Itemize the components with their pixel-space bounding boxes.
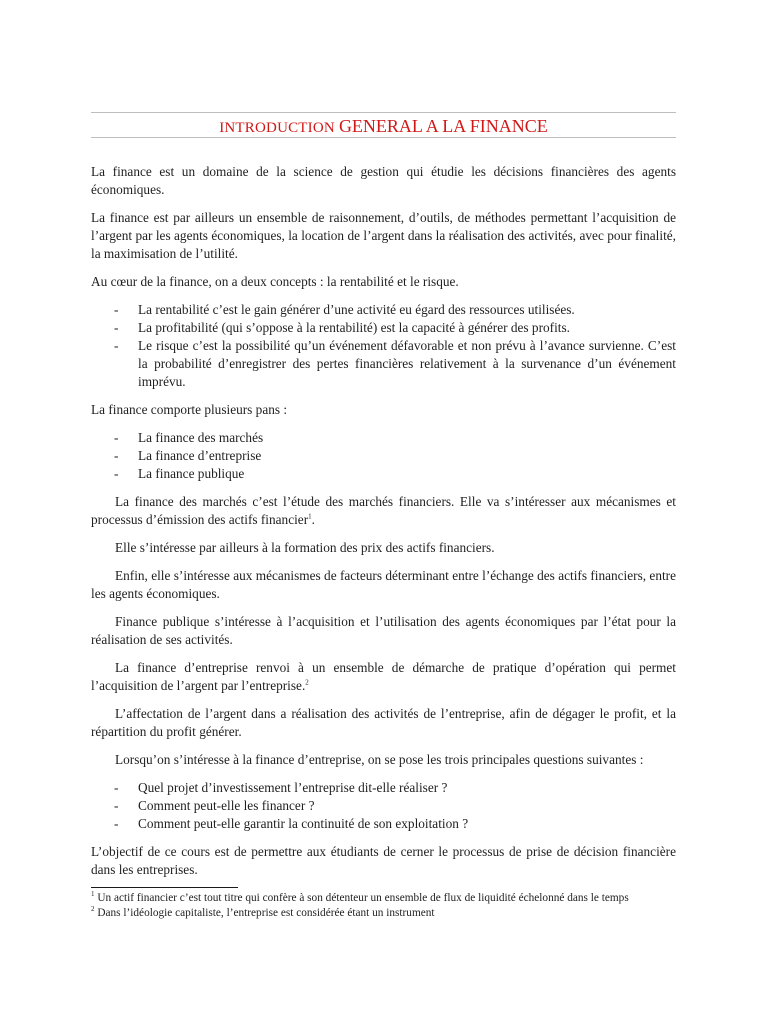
paragraph-definition: La finance est un domaine de la science de gestion qui étudie les décisions financières des agents économiques. bbox=[91, 164, 676, 197]
paragraph-finance-entreprise bbox=[91, 659, 676, 695]
list-item-text: La rentabilité c’est le gain générer d’une activité eu égard des ressources utilisées. bbox=[138, 302, 575, 317]
paragraph-pans-intro: La finance comporte plusieurs pans : bbox=[91, 402, 288, 417]
dash-bullet: - bbox=[114, 302, 119, 317]
list-item-text: La finance des marchés bbox=[138, 430, 264, 445]
paragraph-concepts-intro: Au cœur de la finance, on a deux concepts : la rentabilité et le risque. bbox=[91, 274, 459, 289]
document-body bbox=[91, 163, 676, 889]
pans-list bbox=[91, 429, 676, 483]
list-item bbox=[91, 301, 676, 319]
list-item-text: Quel projet d’investissement l’entreprise dit-elle réaliser ? bbox=[138, 780, 448, 795]
title-bottom-rule bbox=[91, 137, 676, 138]
footnote-ref-1[interactable]: 1 bbox=[308, 512, 312, 521]
paragraph-formation-prix: Elle s’intéresse par ailleurs à la formation des prix des actifs financiers. bbox=[115, 540, 495, 555]
paragraph-end: . bbox=[311, 512, 315, 527]
paragraph-finance-marches bbox=[91, 493, 676, 529]
dash-bullet: - bbox=[114, 320, 119, 335]
dash-bullet: - bbox=[114, 798, 119, 813]
title-top-rule bbox=[91, 112, 676, 113]
dash-bullet: - bbox=[114, 430, 119, 445]
footnotes bbox=[91, 891, 676, 921]
footnote-number: 2 bbox=[91, 905, 95, 914]
paragraph-text: La finance d’entreprise renvoi à un ensemble de démarche de pratique d’opération qui permet l’acquisition de l’argent par l’entreprise. bbox=[91, 660, 676, 693]
paragraph-objectif: L’objectif de ce cours est de permettre aux étudiants de cerner le processus de prise de décision financière dans les entreprises. bbox=[91, 844, 676, 877]
dash-bullet: - bbox=[114, 448, 119, 463]
paragraph-mecanismes: Enfin, elle s’intéresse aux mécanismes de facteurs déterminant entre l’échange des actifs financiers, entre les agents économiques. bbox=[91, 568, 676, 601]
dash-bullet: - bbox=[114, 780, 119, 795]
paragraph-text: La finance des marchés c’est l’étude des marchés financiers. Elle va s’intéresser aux mécanismes et processus d’émission des actifs financier bbox=[91, 494, 676, 527]
list-item-text: Le risque c’est la possibilité qu’un événement défavorable et non prévu à l’avance survienne. C’est la probabilité d’enregistrer des pertes financières relativement à la survenance d’un événement imprévu. bbox=[138, 338, 676, 389]
page-title bbox=[91, 115, 676, 139]
list-item-text: Comment peut-elle les financer ? bbox=[138, 798, 315, 813]
list-item-text: La profitabilité (qui s’oppose à la rentabilité) est la capacité à générer des profits. bbox=[138, 320, 570, 335]
footnote-ref-2[interactable]: 2 bbox=[305, 678, 309, 687]
footnote-1 bbox=[91, 891, 676, 906]
list-item-text: Comment peut-elle garantir la continuité de son exploitation ? bbox=[138, 816, 469, 831]
list-item bbox=[91, 779, 676, 797]
list-item bbox=[91, 447, 676, 465]
paragraph-raisonnement: La finance est par ailleurs un ensemble de raisonnement, d’outils, de méthodes permettant l’acquisition de l’argent par les agents économiques, la location de l’argent dans la réalisation des activités, avec pour finalité, la maximisation de l’utilité. bbox=[91, 210, 676, 261]
title-main: GENERAL A LA FINANCE bbox=[338, 116, 548, 136]
footnote-number: 1 bbox=[91, 890, 95, 899]
list-item bbox=[91, 319, 676, 337]
footnote-2 bbox=[91, 906, 676, 921]
title-small-caps: INTRODUCTION bbox=[219, 120, 335, 136]
dash-bullet: - bbox=[114, 466, 119, 481]
list-item-text: La finance publique bbox=[138, 466, 245, 481]
list-item bbox=[91, 465, 676, 483]
footnote-separator bbox=[91, 887, 238, 888]
list-item bbox=[91, 429, 676, 447]
questions-list bbox=[91, 779, 676, 833]
list-item bbox=[91, 797, 676, 815]
concepts-list bbox=[91, 301, 676, 391]
list-item-text: La finance d’entreprise bbox=[138, 448, 262, 463]
paragraph-affectation: L’affectation de l’argent dans a réalisation des activités de l’entreprise, afin de dégager le profit, et la répartition du profit générer. bbox=[91, 706, 676, 739]
footnote-text: Dans l’idéologie capitaliste, l’entreprise est considérée étant un instrument bbox=[94, 907, 435, 919]
list-item bbox=[91, 815, 676, 833]
paragraph-questions-intro: Lorsqu’on s’intéresse à la finance d’entreprise, on se pose les trois principales questions suivantes : bbox=[115, 752, 644, 767]
list-item bbox=[91, 337, 676, 391]
dash-bullet: - bbox=[114, 338, 119, 353]
footnote-text: Un actif financier c’est tout titre qui confère à son détenteur un ensemble de flux de liquidité échelonné dans le temps bbox=[94, 892, 629, 904]
paragraph-finance-publique: Finance publique s’intéresse à l’acquisition et l’utilisation des agents économiques par l’état pour la réalisation de ses activités. bbox=[91, 614, 676, 647]
dash-bullet: - bbox=[114, 816, 119, 831]
